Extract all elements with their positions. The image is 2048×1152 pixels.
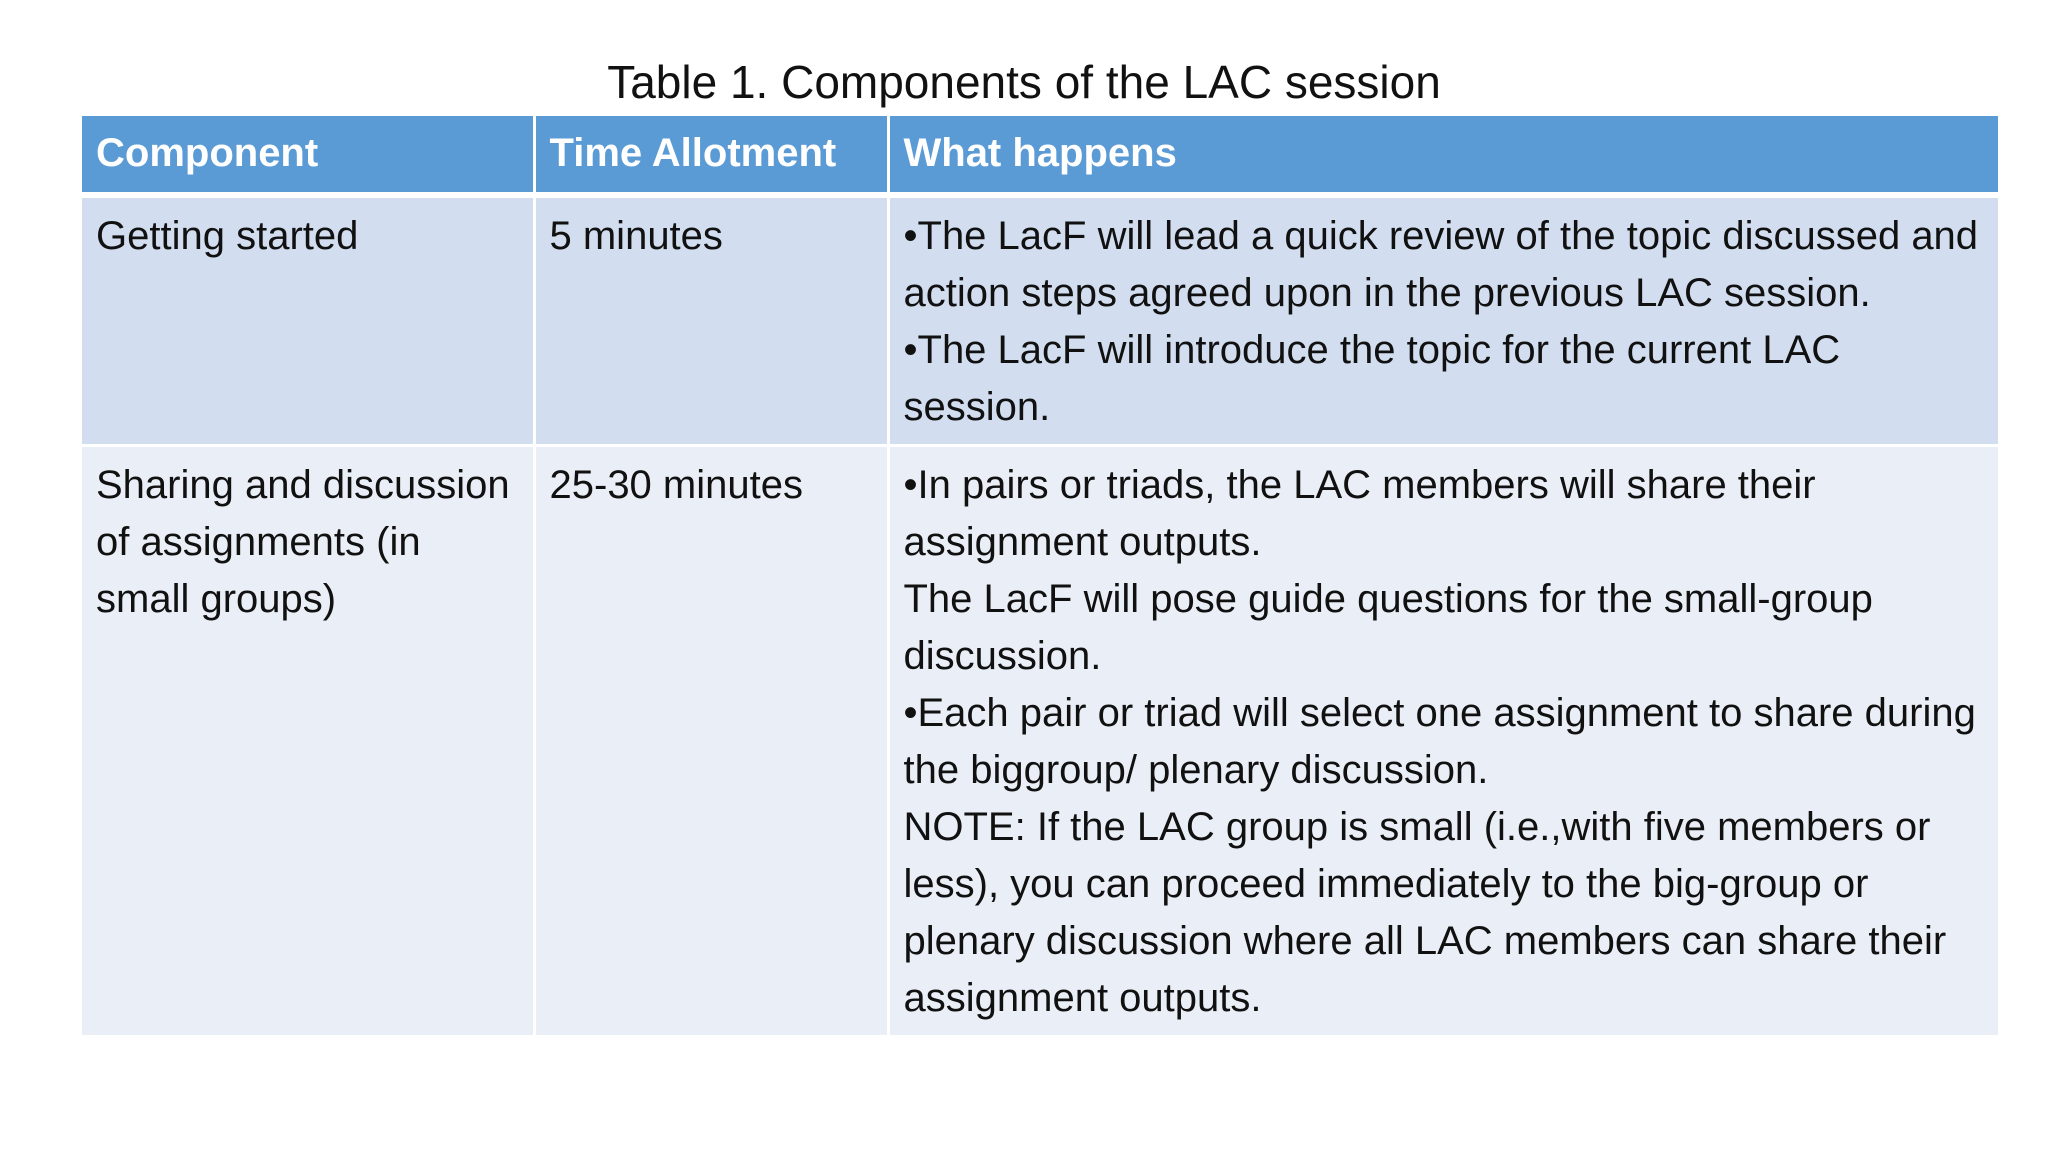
cell-time: 25-30 minutes [534, 446, 888, 1037]
detail-line: •The LacF will introduce the topic for the current LAC session. [903, 328, 1841, 429]
detail-line: •In pairs or triads, the LAC members will share their assignment outputs. [903, 463, 1816, 564]
table-row [82, 446, 1998, 1037]
header-what-happens: What happens [888, 116, 1998, 195]
table-row [82, 195, 1998, 446]
header-time-allotment: Time Allotment [534, 116, 888, 195]
cell-time: 5 minutes [534, 195, 888, 446]
cell-component: Getting started [82, 195, 534, 446]
detail-line: •Each pair or triad will select one assignment to share during the biggroup/ plenary discussion. [903, 691, 1976, 792]
detail-line: •The LacF will lead a quick review of the topic discussed and action steps agreed upon in the previous LAC session. [903, 214, 1979, 315]
cell-what-happens [888, 195, 1998, 446]
cell-component: Sharing and discussion of assignments (in small groups) [82, 446, 534, 1037]
table-header-row [82, 116, 1998, 195]
detail-line: The LacF will pose guide questions for the small-group discussion. [903, 577, 1873, 678]
cell-what-happens [888, 446, 1998, 1037]
table-title: Table 1. Components of the LAC session [607, 56, 1441, 108]
detail-line: NOTE: If the LAC group is small (i.e.,with five members or less), you can proceed immediately to the big-group or plenary discussion where all LAC members can share their assignment outputs. [903, 805, 1947, 1020]
header-component: Component [82, 116, 534, 195]
components-table [82, 116, 1998, 1038]
